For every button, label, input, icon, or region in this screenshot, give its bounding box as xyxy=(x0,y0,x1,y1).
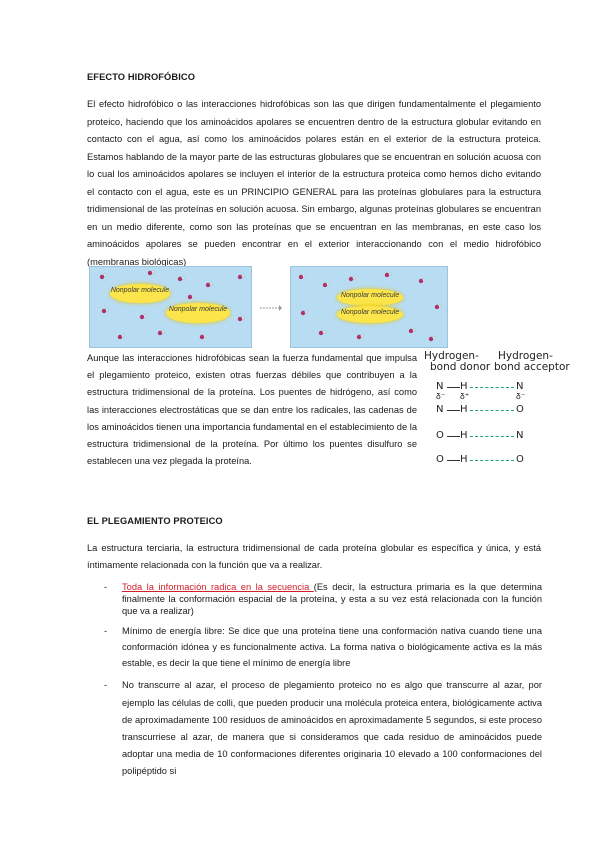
hbond-acceptor-atom: N xyxy=(516,430,524,441)
covalent-bond xyxy=(447,436,460,437)
delta-minus: δ⁻ xyxy=(436,391,446,401)
water-panel-dispersed xyxy=(89,266,252,348)
hydrogen-bond-line xyxy=(470,410,514,411)
hbond-acceptor-atom: O xyxy=(516,404,524,415)
hydrogen-bond-line xyxy=(470,460,514,461)
nonpolar-molecule: Nonpolar molecule xyxy=(337,289,403,306)
water-molecules-icon xyxy=(90,267,251,347)
hydrogen-bond-figure xyxy=(424,350,574,500)
nonpolar-molecule: Nonpolar molecule xyxy=(166,303,230,323)
hbond-hydrogen-atom: H xyxy=(460,454,468,465)
hydrophobic-figure xyxy=(89,266,569,348)
donor-label-2: bond donor xyxy=(430,361,491,373)
hbond-acceptor-atom: O xyxy=(516,454,524,465)
list-item: - No transcurre al azar, el proceso de plegamiento proteico no es algo que transcurre al azar, por ejemplo las células de colli, que pueden producir una molécula proteica entera, biológicamente activa de aproximadamente 100 residuos de aminoácidos en aproximadamente 5 segundos, si este proceso transcurriese al azar, de manera que si consideramos que cada residuo de aminoácidos puede adoptar una media de 10 conformaciones diferentes originaria 10 elevado a 100 conformaciones del polipéptido si xyxy=(104,680,542,777)
folding-intro-paragraph: La estructura terciaria, la estructura tridimensional de cada proteína globular es específica y única, y está íntimamente relacionada con la función que va a realizar. xyxy=(87,543,541,571)
list-item: - Toda la información radica en la secuencia (Es decir, la estructura primaria es la que determina finalmente la conformación espacial de la proteína, y esta a su vez está relacionada con la función que va a realizar) xyxy=(104,582,543,616)
weak-forces-paragraph: Aunque las interacciones hidrofóbicas sean la fuerza fundamental que impulsa el plegamiento proteico, existen otras fuerzas débiles que contribuyen a la estructura tridimensional de la proteína. Los puentes de hidrógeno, así como las interacciones electrostáticas que se dan entre los radicales, las cadenas de los aminoácidos tienen una importancia fundamental en el establecimiento de la estructura tridimensional de la proteína. Por último los puentes disulfuro se establecen una vez plegada la proteína. xyxy=(87,353,417,467)
arrow-right-icon xyxy=(259,304,283,312)
donor-label: Hydrogen- xyxy=(424,350,479,362)
hbond-hydrogen-atom: H xyxy=(460,381,468,392)
section-heading-hydrophobic: EFECTO HIDROFÓBICO xyxy=(87,72,196,82)
covalent-bond xyxy=(447,410,460,411)
water-molecules-icon xyxy=(291,267,447,347)
hbond-donor-atom: N xyxy=(436,381,444,392)
hbond-acceptor-atom: N xyxy=(516,381,524,392)
nonpolar-molecule: Nonpolar molecule xyxy=(110,284,170,303)
hbond-hydrogen-atom: H xyxy=(460,430,468,441)
folding-bullet-list xyxy=(87,582,542,781)
water-panel-aggregated xyxy=(290,266,448,348)
list-item: - Mínimo de energía libre: Se dice que una proteína tiene una conformación nativa cuando tiene una conformación idónea y es funcionalmente activa. La forma nativa o biológicamente activa es la más estable, es decir la que tiene el mínimo de energía libre xyxy=(104,626,542,669)
acceptor-label: Hydrogen- xyxy=(498,350,553,362)
highlight-link[interactable]: Toda la información radica en la secuencia xyxy=(122,582,314,592)
hbond-donor-atom: O xyxy=(436,430,444,441)
covalent-bond xyxy=(447,387,460,388)
delta-minus: δ⁻ xyxy=(516,391,526,401)
nonpolar-molecule: Nonpolar molecule xyxy=(337,306,403,323)
delta-plus: δ⁺ xyxy=(460,391,470,401)
hydrophobic-paragraph: El efecto hidrofóbico o las interacciones hidrofóbicas son las que dirigen fundamentalmente el plegamiento proteico, haciendo que los aminoácidos apolares se encuentren dentro de la estructura globular evitando en contacto con el agua, así como los aminoácidos polares están en el exterior de la estructura proteica. Estamos hablando de la mayor parte de las estructuras globulares que se encuentran en solución acuosa con lo cual los aminoácidos apolares se incluyen el interior de la estructura proteica como hemos dicho evitando el contacto con el agua, este es un PRINCIPIO GENERAL para las proteínas globulares para la estructura tridimensional de las proteínas en solución acuosa. Sin embargo, algunas proteínas globulares se encuentran en un medio diferente, como son las proteínas que se encuentran en las membranas, en este caso los aminoácidos apolares se pueden encontrar en el exterior interaccionando con el medio hidrofóbico (membranas biológicas) xyxy=(87,99,541,267)
hydrogen-bond-line xyxy=(470,436,514,437)
acceptor-label-2: bond acceptor xyxy=(494,361,570,373)
covalent-bond xyxy=(447,460,460,461)
hbond-donor-atom: N xyxy=(436,404,444,415)
hydrogen-bond-line xyxy=(470,387,514,388)
section-heading-folding: EL PLEGAMIENTO PROTEICO xyxy=(87,516,223,526)
hbond-donor-atom: O xyxy=(436,454,444,465)
hbond-hydrogen-atom: H xyxy=(460,404,468,415)
